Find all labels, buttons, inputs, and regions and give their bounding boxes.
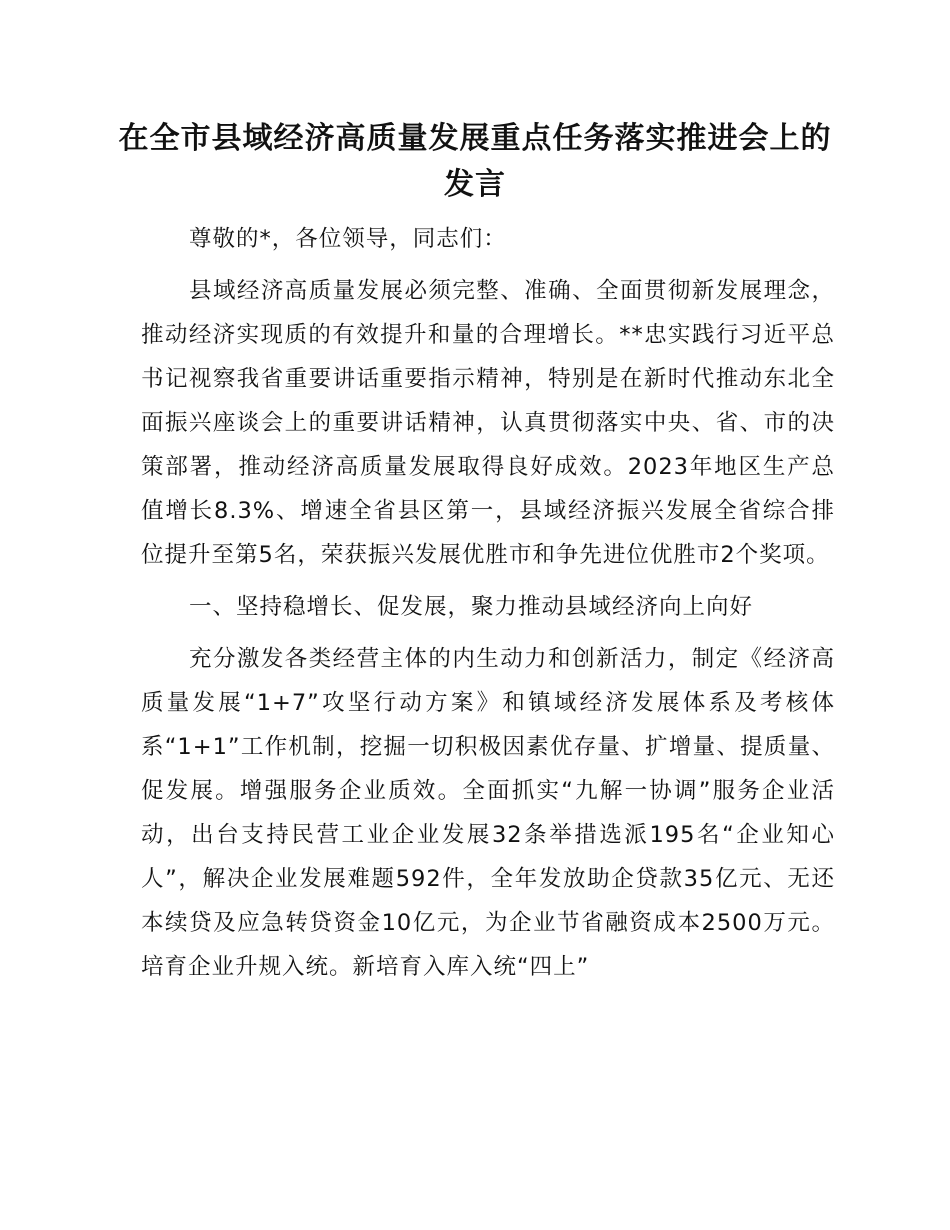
salutation: 尊敬的*，各位领导，同志们： [189,226,507,252]
document-body [141,217,835,997]
document-title: 在全市县域经济高质量发展重点任务落实推进会上的发言 [118,121,832,202]
section-heading: 一、坚持稳增长、促发展，聚力推动县域经济向上向好 [189,594,754,620]
paragraph-intro: 县域经济高质量发展必须完整、准确、全面贯彻新发展理念，推动经济实现质的有效提升和量的合理增长。**忠实践行习近平总书记视察我省重要讲话重要指示精神，特别是在新时代推动东北全面振兴座谈会上的重要讲话精神，认真贯彻落实中央、省、市的决策部署，推动经济高质量发展取得良好成效。2023年地区生产总值增长8.3%、增速全省县区第一，县域经济振兴发展全省综合排位提升至第5名，荣获振兴发展优胜市和争先进位优胜市2个奖项。 [141,278,835,568]
paragraph-section-one: 充分激发各类经营主体的内生动力和创新活力，制定《经济高质量发展“1+7”攻坚行动方案》和镇域经济发展体系及考核体系“1+1”工作机制，挖掘一切积极因素优存量、扩增量、提质量、促发展。增强服务企业质效。全面抓实“九解一协调”服务企业活动，出台支持民营工业企业发展32条举措选派195名“企业知心人”，解决企业发展难题592件，全年发放助企贷款35亿元、无还本续贷及应急转贷资金10亿元，为企业节省融资成本2500万元。培育企业升规入统。新培育入库入统“四上” [141,646,835,980]
